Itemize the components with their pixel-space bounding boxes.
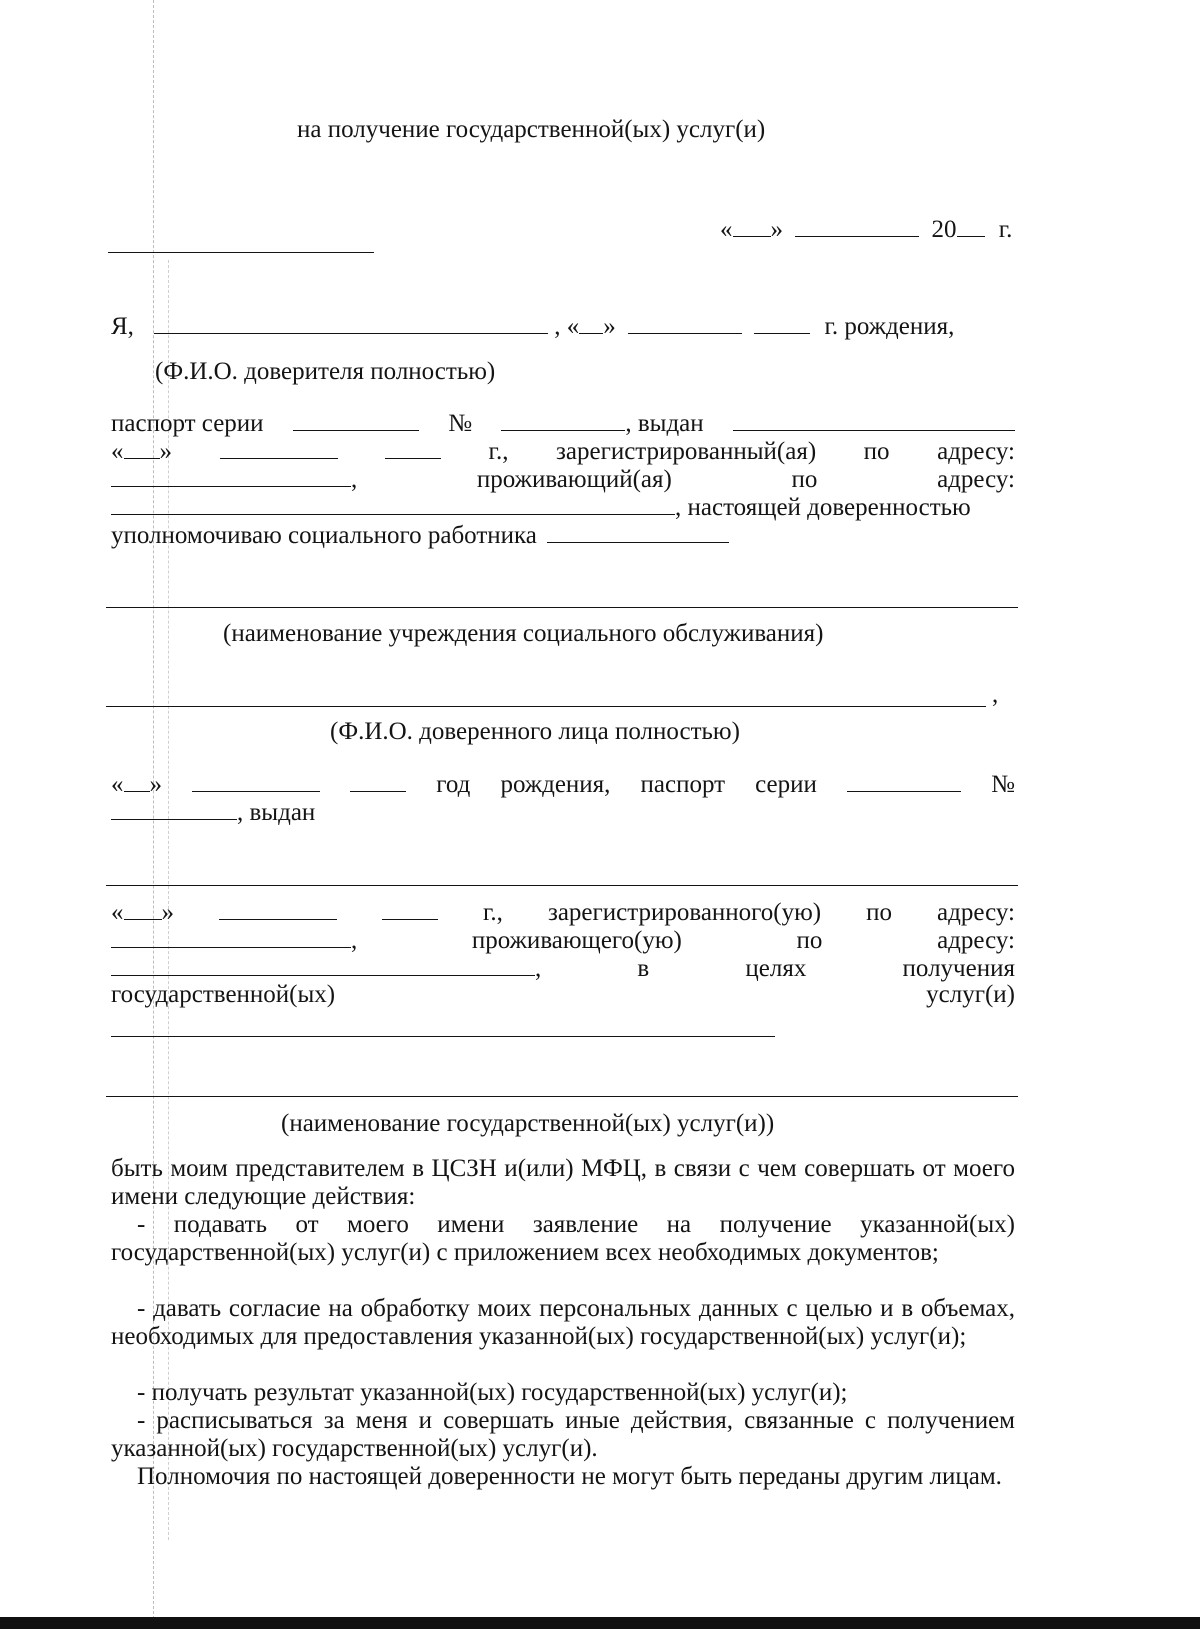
trustee-residing-comma: ,	[535, 955, 542, 982]
date-open-quote: «	[720, 216, 733, 243]
registered-address-label: адресу:	[937, 438, 1015, 465]
authorize-text: уполномочиваю социального работника	[111, 522, 537, 549]
document-title: на получение государственной(ых) услуг(и)	[297, 116, 766, 143]
passport-issued-label: , выдан	[625, 410, 704, 437]
trustee-number-label: №	[991, 771, 1015, 798]
trustee-address-line-3	[111, 953, 1015, 983]
body-final: Полномочия по настоящей доверенности не могут быть переданы другим лицам.	[137, 1463, 1002, 1490]
trustee-birth-label2: рождения,	[500, 771, 611, 798]
trustee-registered-po: по	[866, 899, 893, 926]
passport-line-2	[111, 436, 1015, 466]
services-caption: (наименование государственной(ых) услуг(и))	[281, 1110, 775, 1137]
purpose-purposes: целях	[745, 955, 807, 982]
trustee-issued-label: , выдан	[237, 799, 316, 826]
passport-label: паспорт серии	[111, 410, 264, 437]
passport-line-4	[111, 492, 971, 522]
grantor-birth-close: »	[603, 313, 616, 340]
trustee-birth-close: »	[149, 771, 162, 798]
residing-label: проживающий(ая)	[476, 466, 672, 493]
grantor-birth-year-field	[754, 311, 810, 334]
trustee-passport-label: паспорт	[640, 771, 726, 798]
passport-issuer-field	[733, 408, 1015, 431]
trustee-residing-address-field	[111, 953, 535, 976]
passport-number-label: №	[448, 410, 473, 437]
trustee-address-line-1	[111, 897, 1015, 927]
purpose-obtaining: получения	[902, 955, 1015, 982]
grantor-name-field	[154, 311, 548, 334]
trustee-line-1	[111, 769, 1015, 799]
trustee-date-open: «	[111, 899, 124, 926]
trustee-residing-label: проживающего(ую)	[471, 927, 682, 954]
trustee-residing-po: по	[796, 927, 823, 954]
trustee-series-field	[847, 769, 961, 792]
trustee-registered-address-field	[111, 925, 351, 948]
trustee-day-field	[124, 897, 162, 920]
body-item-1: - подавать от моего имени заявление на получение указанной(ых) государственной(ых) услуг(и) с приложением всех необходимых документов;	[111, 1211, 1015, 1266]
services-name-field-2	[106, 1096, 1018, 1097]
trustee-series-label: серии	[755, 771, 817, 798]
social-worker-field	[547, 520, 729, 543]
passport-day-field	[124, 436, 160, 459]
trustee-birth-year-field	[350, 769, 406, 792]
trustee-address-line-4	[111, 981, 1015, 1009]
registered-label: зарегистрированный(ая)	[556, 438, 817, 465]
trustee-birth-label: год	[436, 771, 471, 798]
grantor-birth-suffix: г. рождения,	[824, 313, 955, 340]
date-close-quote: »	[770, 216, 783, 243]
body-intro: быть моим представителем в ЦСЗН и(или) МФЦ, в связи с чем совершать от моего имени следующие действия:	[111, 1155, 1015, 1210]
purpose-in: в	[637, 955, 650, 982]
trustee-year-suffix: г.,	[483, 899, 503, 926]
registered-po: по	[863, 438, 890, 465]
residing-address-label: адресу:	[937, 466, 1015, 493]
date-year-suffix: г.	[998, 216, 1013, 243]
institution-caption: (наименование учреждения социального обслуживания)	[223, 620, 824, 647]
trustee-line-2	[111, 797, 315, 827]
trustee-registered-label: зарегистрированного(ую)	[547, 899, 822, 926]
passport-number-field	[501, 408, 625, 431]
trustee-registered-comma: ,	[351, 927, 358, 954]
trustee-birth-month-field	[192, 769, 320, 792]
institution-field	[106, 607, 1018, 608]
grantor-birth-day-field	[579, 311, 603, 334]
passport-series-field	[293, 408, 419, 431]
passport-line-5	[111, 520, 729, 550]
date-line	[720, 214, 1012, 244]
grantor-birth-open: , «	[554, 313, 580, 340]
body-item-3: - получать результат указанной(ых) государственной(ых) услуг(и);	[137, 1379, 848, 1406]
trustee-year-field	[382, 897, 438, 920]
grantor-birth-month-field	[628, 311, 742, 334]
residing-address-field	[111, 492, 675, 515]
trustee-issuer-field	[106, 885, 1018, 886]
passport-date-close: »	[159, 438, 172, 465]
passport-line-1	[111, 408, 1015, 438]
trustee-number-field	[111, 797, 237, 820]
power-text: , настоящей доверенностью	[675, 494, 971, 521]
trustee-residing-address-label: адресу:	[937, 927, 1015, 954]
trustee-birth-day-field	[124, 769, 150, 792]
date-year-prefix: 20	[931, 216, 957, 243]
trustee-date-close: »	[161, 899, 174, 926]
passport-month-field	[220, 436, 338, 459]
date-month-field	[795, 214, 919, 237]
trustee-birth-open: «	[111, 771, 124, 798]
passport-year-field	[385, 436, 441, 459]
trustee-month-field	[219, 897, 337, 920]
grantor-caption: (Ф.И.О. доверителя полностью)	[155, 358, 496, 385]
purpose-state-services: государственной(ых)	[111, 981, 336, 1008]
trustee-caption: (Ф.И.О. доверенного лица полностью)	[330, 718, 740, 745]
passport-year-suffix: г.,	[488, 438, 509, 465]
purpose-services: услуг(и)	[926, 981, 1015, 1008]
grantor-line	[111, 311, 954, 341]
scan-bottom-border	[0, 1617, 1200, 1629]
trustee-address-line-2	[111, 925, 1015, 955]
body-item-2: - давать согласие на обработку моих персональных данных с целью и в объемах, необходимых для предоставления указанной(ых) государственной(ых) услуг(и);	[111, 1295, 1015, 1350]
date-day-field	[733, 214, 771, 237]
residing-po: по	[791, 466, 818, 493]
passport-date-open: «	[111, 438, 124, 465]
trustee-registered-address-label: адресу:	[937, 899, 1015, 926]
registered-comma: ,	[351, 466, 358, 493]
trustee-name-field	[106, 706, 986, 707]
grantor-prefix: Я,	[111, 313, 134, 340]
services-name-field-1	[111, 1036, 775, 1037]
place-field	[108, 252, 374, 253]
body-item-4: - расписываться за меня и совершать иные действия, связанные с получением указанной(ых) государственной(ых) услуг(и).	[111, 1407, 1015, 1462]
passport-line-3	[111, 464, 1015, 494]
trustee-comma: ,	[992, 681, 999, 708]
date-year-field	[957, 214, 985, 237]
registered-address-field	[111, 464, 351, 487]
